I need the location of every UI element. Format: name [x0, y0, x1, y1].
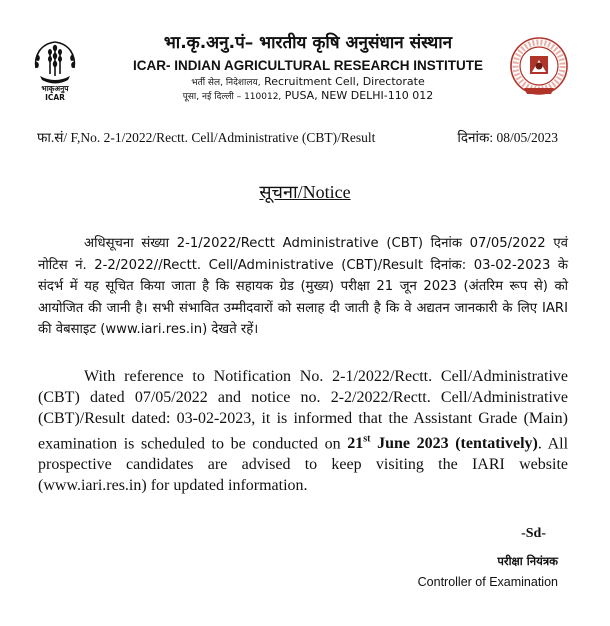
- icar-logo: [28, 34, 82, 104]
- hindi-paragraph-text: अधिसूचना संख्या 2-1/2022/Rectt Administrative (CBT) दिनांक 07/05/2022 एवं नोटिस नं. 2-2/2022//Rectt. Cell/Administrative (CBT)/Result दिनांक: 03-02-2023 के संदर्भ में यह सूचित किया जाता है कि सहायक ग्रेड (मुख्य) परीक्षा 21 जून 2023 (अंतरिम रूप से) को आयोजित की जानी है। सभी संभावित उम्मीदवारों को सलाह दी जाती है कि वे अद्यतन जानकारी के लिए IARI की वेबसाइट (www.iari.res.in) देखते रहें।: [38, 236, 568, 337]
- exam-date-highlight: [347, 435, 538, 452]
- notice-date: दिनांक: 08/05/2023: [457, 130, 558, 145]
- designation-english: Controller of Examination: [417, 575, 558, 589]
- notice-body-english: [38, 366, 568, 496]
- notice-title-text: सूचना/Notice: [259, 182, 351, 202]
- exam-date-suffix: st: [363, 434, 371, 445]
- designation-hindi: परीक्षा नियंत्रक: [497, 554, 558, 568]
- institute-name-hindi: भा.कृ.अनु.पं– भारतीय कृषि अनुसंधान संस्थान: [163, 33, 453, 53]
- english-paragraph-text-2: . All prospective candidates are advised to keep visiting the IARI website (www.iari.res.in) for updated information.: [38, 435, 569, 495]
- english-paragraph-text-1: With reference to Notification No. 2-1/2022/Rectt. Cell/Administrative (CBT) dated 07/05/2022 and notice no. 2-2/2022/Rectt. Cell/Administrative (CBT)/Result dated: 03-02-2023, it is informed that the Assistant Grade (Main) examination is scheduled to be conducted on: [38, 368, 568, 453]
- address-line-1-hindi: भर्ती सेल, निदेशालय,: [191, 78, 261, 88]
- iari-seal-icon: [508, 36, 570, 100]
- address-line-2: [124, 89, 492, 102]
- institute-name-english: ICAR- INDIAN AGRICULTURAL RESEARCH INSTITUTE: [133, 58, 483, 73]
- signature-sd: -Sd-: [521, 526, 546, 541]
- notice-title: [0, 180, 610, 204]
- iari-emblem: [508, 36, 570, 100]
- icar-logo-caption: भाकृअनुप ICAR: [41, 84, 69, 102]
- exam-date-rest: June 2023 (tentatively): [370, 435, 538, 453]
- address-line-2-hindi: पूसा, नई दिल्ली – 110012,: [182, 92, 282, 102]
- file-number: फा.सं/ F,No. 2-1/2022/Rectt. Cell/Administrative (CBT)/Result: [37, 130, 376, 145]
- address-line-1: [124, 75, 492, 88]
- address-line-1-english: Recruitment Cell, Directorate: [264, 75, 425, 88]
- notice-body-hindi: [38, 233, 568, 341]
- address-line-2-english: PUSA, NEW DELHI-110 012: [284, 89, 434, 102]
- exam-date-day: 21: [347, 435, 364, 453]
